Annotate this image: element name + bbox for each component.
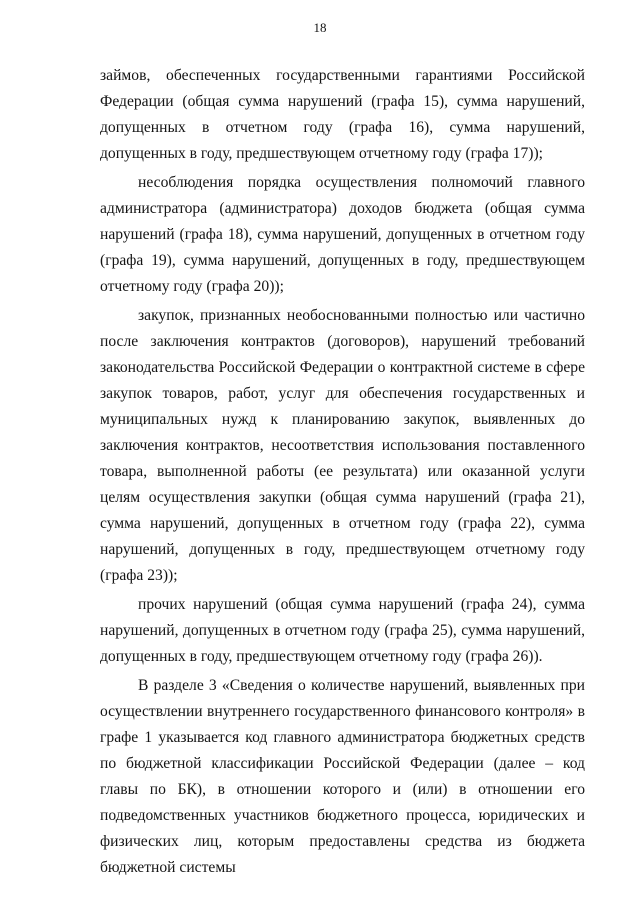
paragraph-section-3-description: В разделе 3 «Сведения о количестве нарушений, выявленных при осуществлении внутреннего государственного финансового контроля» в графе 1 указывается код главного администратора бюджетных средств по бюджетной классификации Российской Федерации (далее – код главы по БК), в отношении которого и (или) в отношении его подведомственных участников бюджетного процесса, юридических и физических лиц, которым предоставлены средства из бюджета бюджетной системы [100,677,585,876]
paragraph-other-violations: прочих нарушений (общая сумма нарушений (графа 24), сумма нарушений, допущенных в отчетном году (графа 25), сумма нарушений, допущенных в году, предшествующем отчетному году (графа 26)). [100,596,585,665]
paragraph-procurement-violations: закупок, признанных необоснованными полностью или частично после заключения контрактов (договоров), нарушений требований законодательства Российской Федерации о контрактной системе в сфере закупок товаров, работ, услуг для обеспечения государственных и муниципальных нужд к планированию закупок, выявленных до заключения контрактов, несоответствия использования поставленного товара, выполненной работы (ее результата) или оказанной услуги целям осуществления закупки (общая сумма нарушений (графа 21), сумма нарушений, допущенных в отчетном году (графа 22), сумма нарушений, допущенных в году, предшествующем отчетному году (графа 23)); [100,307,585,584]
paragraph-loans-violations: займов, обеспеченных государственными гарантиями Российской Федерации (общая сумма нарушений (графа 15), сумма нарушений, допущенных в отчетном году (графа 16), сумма нарушений, допущенных в году, предшествующем отчетному году (графа 17)); [100,67,585,162]
document-body [100,63,585,881]
page-number: 18 [313,20,327,35]
paragraph-revenue-administrator-violations: несоблюдения порядка осуществления полномочий главного администратора (администратора) доходов бюджета (общая сумма нарушений (графа 18), сумма нарушений, допущенных в отчетном году (графа 19), сумма нарушений, допущенных в году, предшествующем отчетному году (графа 20)); [100,174,585,295]
